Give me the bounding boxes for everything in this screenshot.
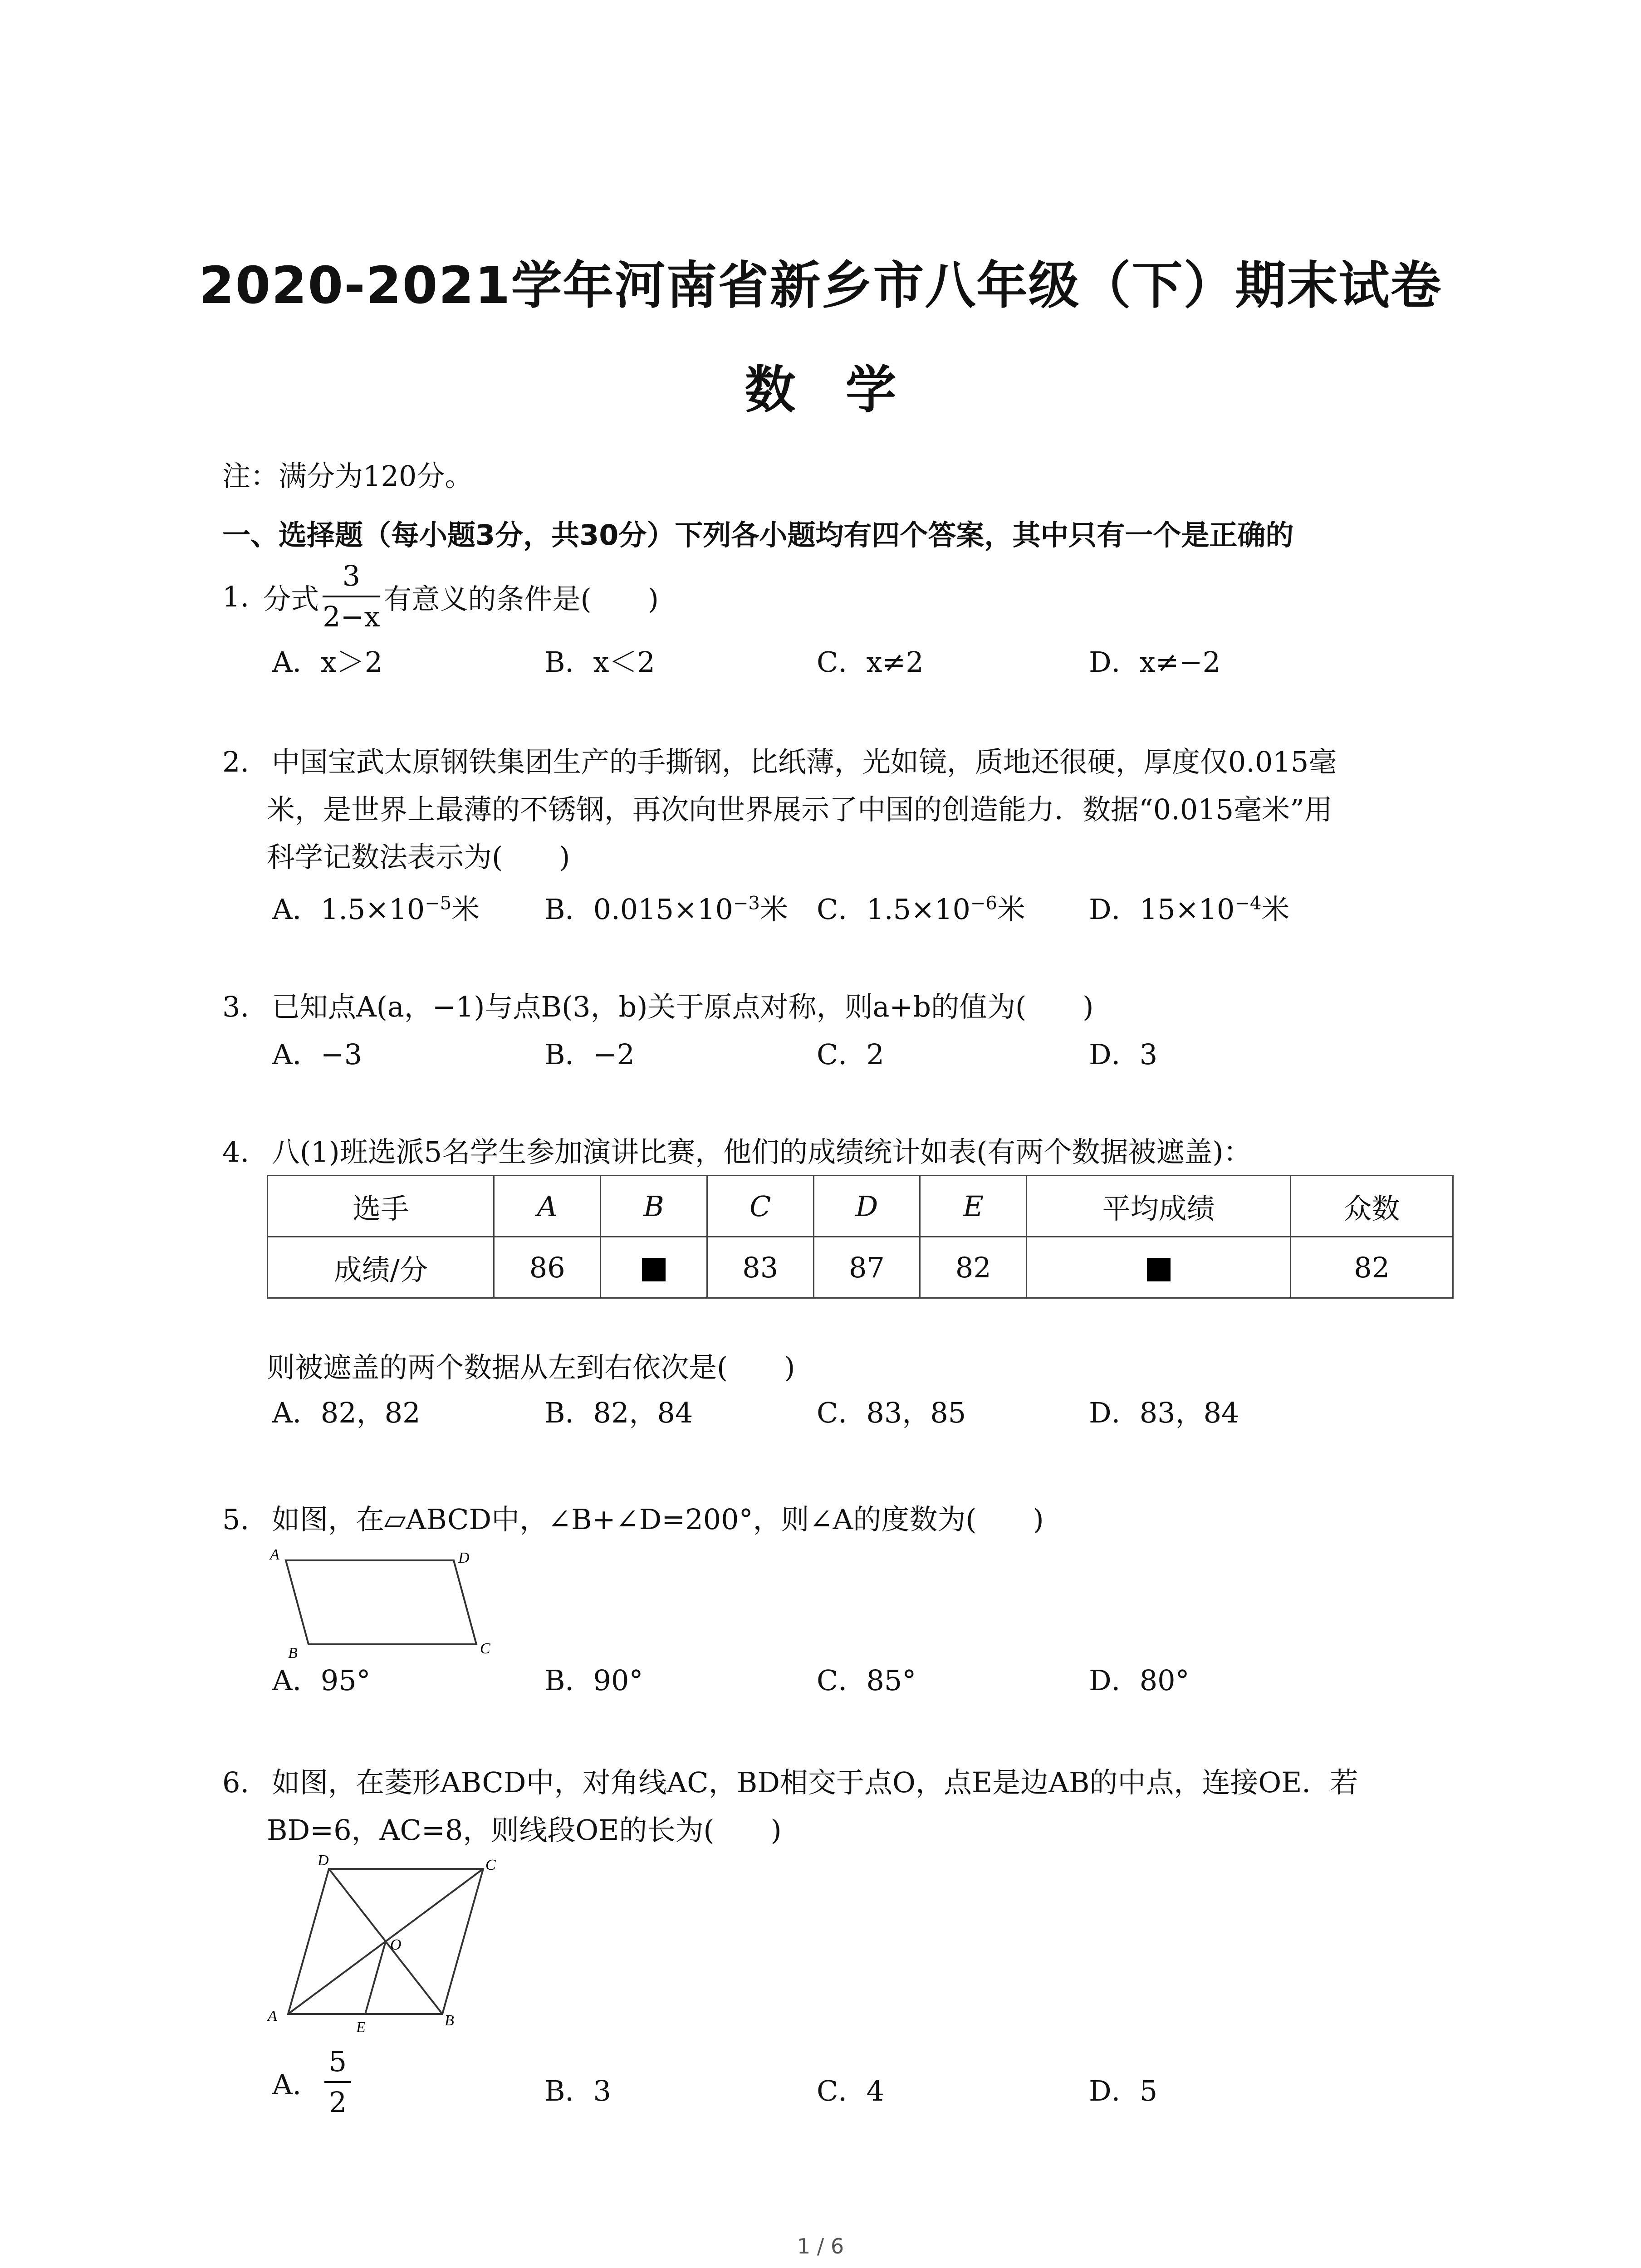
table-cell: 82 bbox=[920, 1237, 1027, 1298]
option-unit: 米 bbox=[759, 893, 788, 926]
table-header-row bbox=[268, 1176, 1453, 1237]
question-2 bbox=[222, 739, 1337, 780]
question-number: 1. bbox=[222, 580, 250, 613]
table-cell: 86 bbox=[494, 1237, 601, 1298]
option-a bbox=[272, 887, 480, 927]
score-table bbox=[267, 1175, 1454, 1299]
vertex-label: E bbox=[356, 2019, 366, 2036]
rhombus-figure bbox=[261, 1851, 515, 2037]
option-unit: 米 bbox=[997, 893, 1025, 926]
cover-block bbox=[1147, 1258, 1171, 1281]
option-b bbox=[544, 887, 788, 927]
option-a bbox=[272, 2037, 355, 2127]
table-header-cell: 平均成绩 bbox=[1027, 1176, 1291, 1237]
table-cell: 83 bbox=[707, 1237, 813, 1298]
table-header-cell: C bbox=[707, 1176, 813, 1237]
fraction-numerator: 5 bbox=[324, 2042, 351, 2083]
table-header-cell: 众数 bbox=[1291, 1176, 1453, 1237]
fraction-denominator: 2 bbox=[328, 2086, 347, 2119]
option-d: D．80° bbox=[1089, 1664, 1190, 1697]
option-exponent: −5 bbox=[425, 893, 452, 914]
question-6 bbox=[222, 1760, 1358, 1800]
option-b: B．90° bbox=[544, 1664, 643, 1697]
vertex-label: A bbox=[270, 1546, 279, 1563]
table-header-cell: B bbox=[601, 1176, 707, 1237]
option-c bbox=[817, 887, 1025, 927]
option-c: C．83，85 bbox=[817, 1396, 966, 1429]
option-label: D． bbox=[1089, 893, 1140, 926]
question-text: 如图，在▱ABCD中，∠B+∠D=200°，则∠A的度数为( ) bbox=[271, 1503, 1044, 1536]
vertex-label: C bbox=[485, 1857, 496, 1873]
option-unit: 米 bbox=[451, 893, 480, 926]
cover-block bbox=[642, 1258, 666, 1281]
option-c: C．x≠2 bbox=[817, 645, 924, 679]
option-unit: 米 bbox=[1261, 893, 1290, 926]
option-c: C．2 bbox=[817, 1038, 884, 1071]
subject-title: 数学 bbox=[745, 361, 946, 420]
question-line: 科学记数法表示为( ) bbox=[267, 841, 570, 874]
table-header-cell: D bbox=[813, 1176, 920, 1237]
vertex-label: D bbox=[458, 1549, 470, 1566]
question-4 bbox=[222, 1129, 1252, 1170]
option-d: D．x≠−2 bbox=[1089, 645, 1221, 679]
fraction-denominator: 2−x bbox=[323, 600, 380, 633]
option-b: B．3 bbox=[544, 2074, 612, 2107]
question-number: 6. bbox=[222, 1766, 250, 1799]
vertex-label: C bbox=[480, 1640, 490, 1657]
question-followup: 则被遮盖的两个数据从左到右依次是( ) bbox=[267, 1351, 795, 1384]
option-c: C．85° bbox=[817, 1664, 916, 1697]
option-a: A．−3 bbox=[272, 1038, 362, 1071]
question-1 bbox=[222, 551, 659, 642]
question-line: 如图，在菱形ABCD中，对角线AC，BD相交于点O，点E是边AB的中点，连接OE．若 bbox=[271, 1766, 1358, 1799]
question-line: BD=6，AC=8，则线段OE的长为( ) bbox=[267, 1813, 782, 1847]
table-cell: 82 bbox=[1291, 1237, 1453, 1298]
option-a: A．82，82 bbox=[272, 1396, 421, 1429]
fraction-numerator: 3 bbox=[323, 557, 380, 597]
question-3 bbox=[222, 984, 1093, 1025]
vertex-label: O bbox=[390, 1936, 402, 1953]
page-title: 2020-2021学年河南省新乡市八年级（下）期末试卷 bbox=[199, 256, 1442, 315]
table-cell: 87 bbox=[813, 1237, 920, 1298]
question-number: 3. bbox=[222, 990, 250, 1023]
option-base: 15×10 bbox=[1139, 893, 1235, 926]
vertex-label: A bbox=[268, 2008, 277, 2024]
vertex-label: B bbox=[288, 1645, 298, 1660]
option-label: A． bbox=[272, 2068, 321, 2101]
option-b: B．x＜2 bbox=[544, 645, 655, 679]
option-d bbox=[1089, 887, 1289, 927]
question-number: 4. bbox=[222, 1135, 250, 1168]
option-exponent: −3 bbox=[733, 893, 760, 914]
option-b: B．82，84 bbox=[544, 1396, 693, 1429]
option-d: D．3 bbox=[1089, 1038, 1158, 1071]
option-base: 1.5×10 bbox=[320, 893, 425, 926]
segment-oe bbox=[365, 1941, 386, 2014]
question-number: 5. bbox=[222, 1503, 250, 1536]
table-header-cell: E bbox=[920, 1176, 1027, 1237]
vertex-label: B bbox=[445, 2012, 454, 2029]
parallelogram-figure bbox=[263, 1542, 499, 1660]
fraction bbox=[323, 557, 380, 636]
option-label: C． bbox=[817, 893, 867, 926]
option-base: 0.015×10 bbox=[593, 893, 733, 926]
option-base: 1.5×10 bbox=[866, 893, 970, 926]
option-label: B． bbox=[544, 893, 593, 926]
option-a: A．95° bbox=[272, 1664, 371, 1697]
question-number: 2. bbox=[222, 745, 250, 778]
page-number: 1 / 6 bbox=[797, 2234, 844, 2258]
option-label: A． bbox=[272, 893, 321, 926]
table-row bbox=[268, 1237, 1453, 1298]
question-text: 分式 bbox=[263, 582, 319, 616]
question-text: 已知点A(a，−1)与点B(3，b)关于原点对称，则a+b的值为( ) bbox=[271, 990, 1094, 1023]
score-note: 注：满分为120分。 bbox=[222, 459, 473, 493]
table-header-cell: 选手 bbox=[268, 1176, 494, 1237]
option-b: B．−2 bbox=[544, 1038, 635, 1071]
vertex-label: D bbox=[318, 1852, 329, 1869]
fraction bbox=[324, 2042, 351, 2122]
table-cell-covered bbox=[601, 1237, 707, 1298]
table-cell: 成绩/分 bbox=[268, 1237, 494, 1298]
question-5 bbox=[222, 1497, 1044, 1537]
parallelogram-shape bbox=[286, 1560, 476, 1644]
option-exponent: −6 bbox=[970, 893, 997, 914]
table-cell-covered bbox=[1027, 1237, 1291, 1298]
option-c: C．4 bbox=[817, 2074, 884, 2107]
question-line: 中国宝武太原钢铁集团生产的手撕钢，比纸薄，光如镜，质地还很硬，厚度仅0.015毫 bbox=[271, 745, 1337, 778]
option-d: D．83，84 bbox=[1089, 1396, 1239, 1429]
option-a: A．x＞2 bbox=[272, 645, 383, 679]
section-heading: 一、选择题（每小题3分，共30分）下列各小题均有四个答案，其中只有一个是正确的 bbox=[222, 518, 1294, 552]
table-header-cell: A bbox=[494, 1176, 601, 1237]
option-d: D．5 bbox=[1089, 2074, 1158, 2107]
question-text: 有意义的条件是( ) bbox=[383, 582, 659, 616]
option-exponent: −4 bbox=[1234, 893, 1262, 914]
question-line: 米，是世界上最薄的不锈钢，再次向世界展示了中国的创造能力．数据“0.015毫米”用 bbox=[267, 793, 1332, 826]
question-text: 八(1)班选派5名学生参加演讲比赛，他们的成绩统计如表(有两个数据被遮盖)： bbox=[271, 1135, 1252, 1168]
